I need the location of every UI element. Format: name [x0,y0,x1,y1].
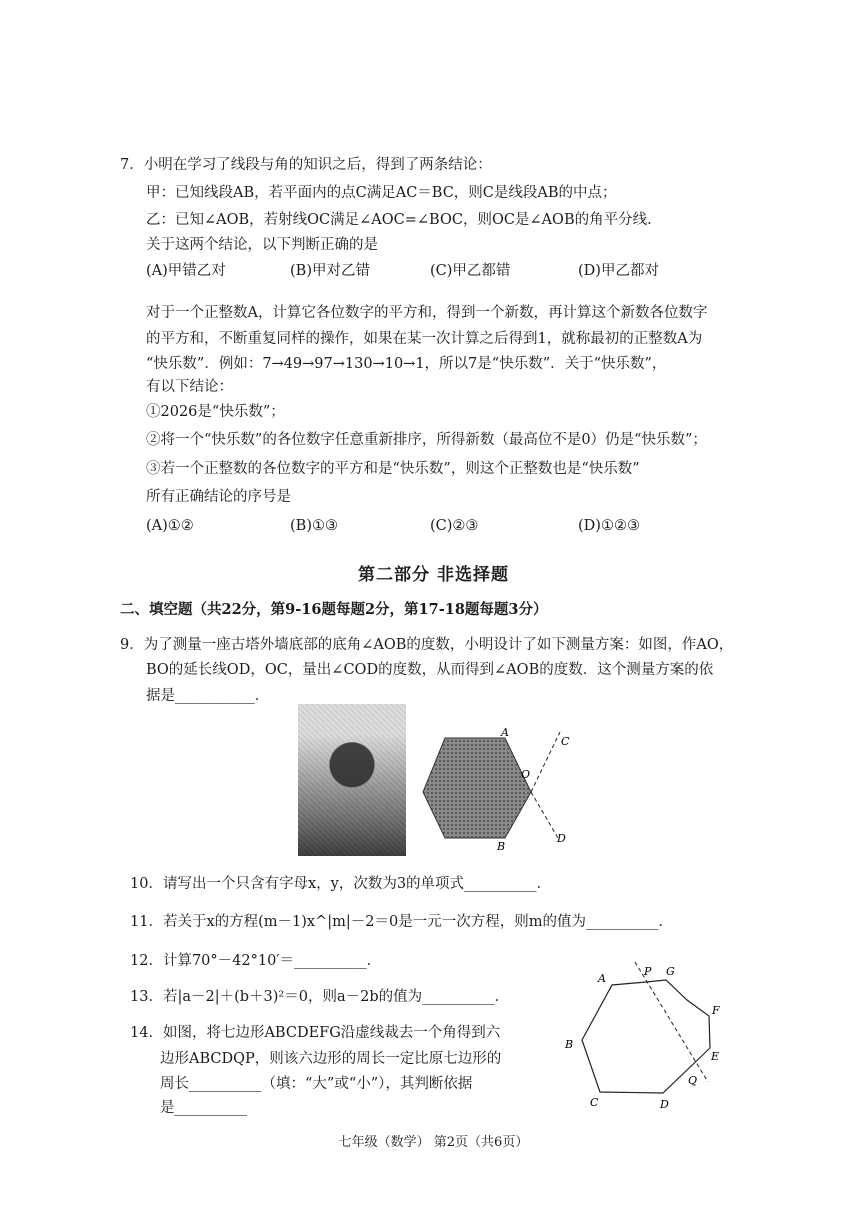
q13: 13．若|a－2|＋(b＋3)²＝0，则a－2b的值为__________． [130,989,510,1005]
pagoda-photo [298,704,406,856]
q7-stem: 7．小明在学习了线段与角的知识之后，得到了两条结论： [120,157,492,173]
q8-line-4: 有以下结论： [146,379,233,395]
part2-title: 第二部分 非选择题 [358,565,509,585]
q9-line-1: 9．为了测量一座古塔外墙底部的底角∠AOB的度数，小明设计了如下测量方案：如图，作AO， [120,637,734,653]
q8-option-b: (B)①③ [290,518,338,534]
fig14-label-e: E [711,1050,720,1063]
fig9-label-o: O [521,768,531,781]
q14-line-3: 周长__________（填：“大”或“小”），其判断依据 [160,1076,473,1092]
q8-conclusion-3: ③若一个正整数的各位数字的平方和是“快乐数”，则这个正整数也是“快乐数” [146,461,640,477]
q7-option-b: (B)甲对乙错 [290,263,370,279]
q8-option-d: (D)①②③ [578,518,640,534]
q11: 11．若关于x的方程(m－1)x^|m|－2＝0是一元一次方程，则m的值为__________． [130,914,673,930]
heptagon-figure [560,960,730,1110]
fig14-label-g: G [666,965,675,978]
q8-line-3: “快乐数”．例如：7→49→97→130→10→1，所以7是“快乐数”．关于“快乐数”， [146,356,667,372]
fig14-label-d: D [660,1098,669,1110]
fig14-label-q: Q [688,1074,698,1087]
q8-conclusion-2: ②将一个“快乐数”的各位数字任意重新排序，所得新数（最高位不是0）仍是“快乐数”； [146,432,707,448]
fig9-label-c: C [561,735,570,748]
q8-option-a: (A)①② [146,518,194,534]
q7-conclusion-jia: 甲：已知线段AB，若平面内的点C满足AC＝BC，则C是线段AB的中点； [146,185,617,201]
fig9-label-d: D [557,832,566,845]
page-footer: 七年级（数学） 第2页（共6页） [338,1135,529,1150]
q14-line-1: 14．如图，将七边形ABCDEFG沿虚线裁去一个角得到六 [130,1025,501,1041]
section2-heading: 二、填空题（共22分，第9-16题每题2分，第17-18题每题3分） [120,601,548,618]
hexagon-angle-figure [415,720,585,860]
q7-option-c: (C)甲乙都错 [430,263,511,279]
fig9-label-a: A [501,726,509,739]
fig14-label-c: C [590,1096,599,1109]
q14-line-4: 是__________ [160,1100,247,1116]
q7-option-a: (A)甲错乙对 [146,263,226,279]
q8-line-2: 的平方和，不断重复同样的操作，如果在某一次计算之后得到1，就称最初的正整数A为 [146,331,703,347]
q9-line-2: BO的延长线OD，OC，量出∠COD的度数，从而得到∠AOB的度数．这个测量方案的依 [146,662,714,678]
q7-conclusion-yi: 乙：已知∠AOB，若射线OC满足∠AOC=∠BOC，则OC是∠AOB的角平分线. [146,212,652,228]
q8-conclusion-1: ①2026是“快乐数”； [146,404,285,420]
q7-question: 关于这两个结论，以下判断正确的是 [146,237,378,253]
fig14-label-a: A [598,972,606,985]
fig14-label-f: F [712,1004,720,1017]
q7-option-d: (D)甲乙都对 [578,263,659,279]
q8-option-c: (C)②③ [430,518,479,534]
q9-line-3: 据是___________． [146,688,270,704]
q8-line-1: 对于一个正整数A，计算它各位数字的平方和，得到一个新数，再计算这个新数各位数字 [146,305,708,321]
fig14-label-p: P [644,965,652,978]
q8-question: 所有正确结论的序号是 [146,489,291,505]
q12: 12．计算70°－42°10′＝__________． [130,953,382,969]
q14-line-2: 边形ABCDQP，则该六边形的周长一定比原七边形的 [160,1051,502,1067]
q10: 10．请写出一个只含有字母x，y，次数为3的单项式__________． [130,876,552,892]
fig9-label-b: B [497,840,506,853]
fig14-label-b: B [565,1038,574,1051]
